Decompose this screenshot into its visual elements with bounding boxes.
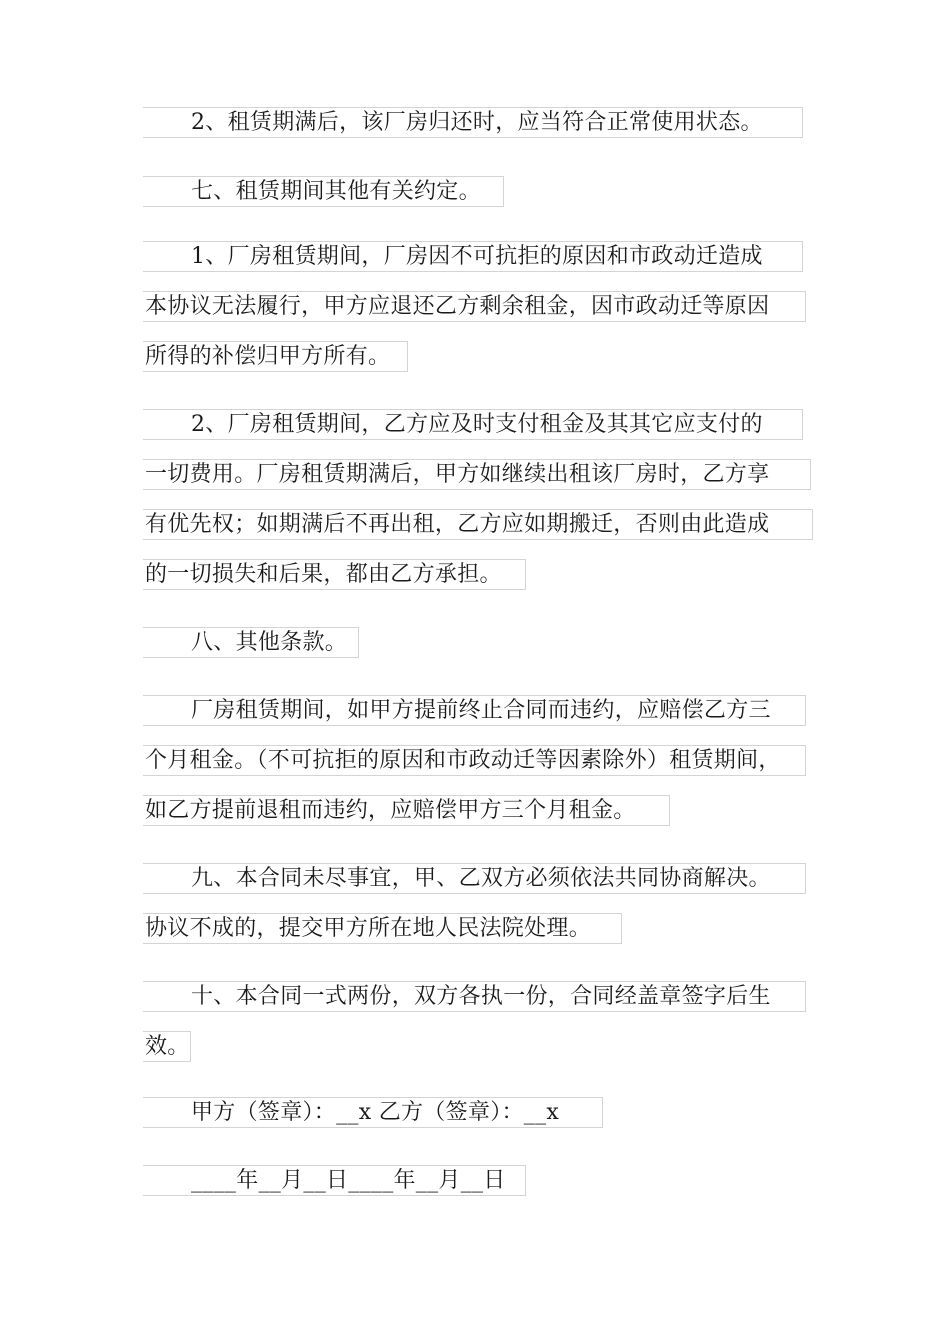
section-10-line-2: 效。	[143, 1031, 191, 1062]
clause-7-item-2-line-1: 2、厂房租赁期间，乙方应及时支付租金及其其它应支付的	[143, 409, 803, 440]
section-9-line-1: 九、本合同未尽事宜，甲、乙双方必须依法共同协商解决。	[143, 863, 806, 894]
section-7-heading: 七、租赁期间其他有关约定。	[143, 176, 504, 207]
clause-7-item-1-line-2: 本协议无法履行，甲方应退还乙方剩余租金，因市政动迁等原因	[143, 291, 806, 322]
clause-7-item-1-line-3: 所得的补偿归甲方所有。	[143, 341, 408, 372]
clause-7-item-2-line-2: 一切费用。厂房租赁期满后，甲方如继续出租该厂房时，乙方享	[143, 459, 811, 490]
clause-7-item-2-line-4: 的一切损失和后果，都由乙方承担。	[143, 559, 526, 590]
section-8-text-line-1: 厂房租赁期间，如甲方提前终止合同而违约，应赔偿乙方三	[143, 695, 806, 726]
section-8-heading: 八、其他条款。	[143, 627, 359, 658]
date-line: ____年__月__日____年__月__日	[143, 1165, 526, 1196]
section-10-line-1: 十、本合同一式两份，双方各执一份，合同经盖章签字后生	[143, 981, 806, 1012]
section-8-text-line-2: 个月租金。（不可抗拒的原因和市政动迁等因素除外）租赁期间，	[143, 745, 806, 776]
section-8-text-line-3: 如乙方提前退租而违约，应赔偿甲方三个月租金。	[143, 795, 670, 826]
section-9-line-2: 协议不成的，提交甲方所在地人民法院处理。	[143, 913, 622, 944]
clause-7-item-1-line-1: 1、厂房租赁期间，厂房因不可抗拒的原因和市政动迁造成	[143, 241, 803, 272]
clause-7-item-2-line-3: 有优先权；如期满后不再出租，乙方应如期搬迁，否则由此造成	[143, 509, 813, 540]
clause-6-item-2: 2、租赁期满后，该厂房归还时，应当符合正常使用状态。	[143, 107, 803, 138]
signature-line: 甲方（签章）：__x 乙方（签章）：__x	[143, 1097, 603, 1128]
